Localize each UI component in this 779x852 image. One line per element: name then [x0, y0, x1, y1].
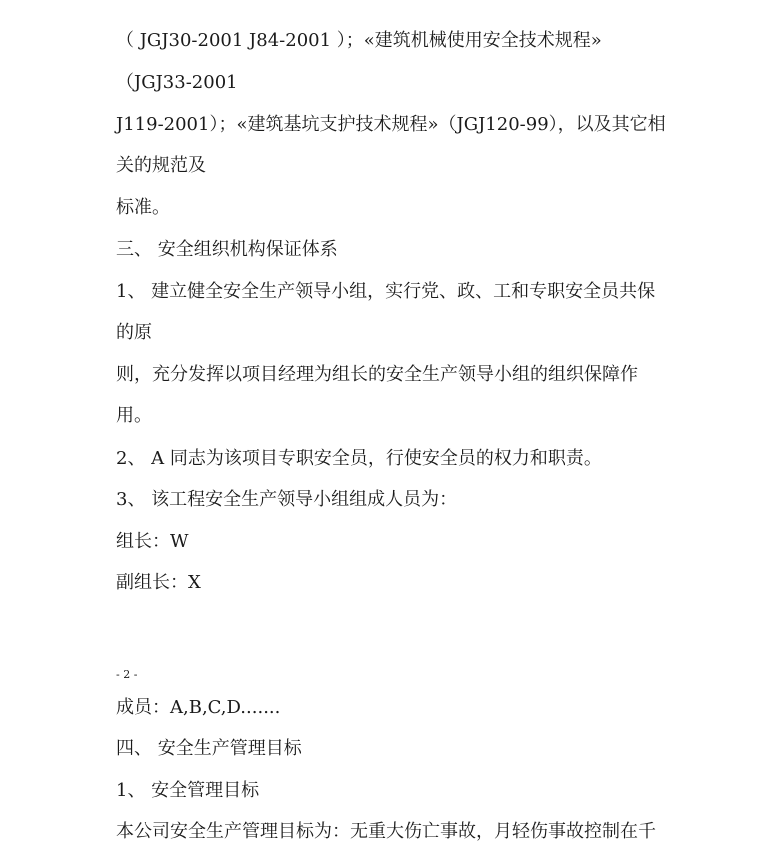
text-line: 用。	[116, 405, 152, 426]
text-line: 则，充分发挥以项目经理为组长的安全生产领导小组的组织保障作	[116, 364, 638, 385]
text-line: 组长：W	[116, 531, 189, 552]
text-line: （JGJ33-2001	[116, 72, 238, 93]
text-line: 1、 建立健全安全生产领导小组，实行党、政、工和专职安全员共保	[116, 281, 656, 302]
text-line: （ JGJ30-2001 J84-2001 ）；«建筑机械使用安全技术规程»	[116, 30, 602, 51]
text-line: 的原	[116, 322, 152, 343]
page-number: - 2 -	[116, 668, 138, 681]
section-heading: 四、 安全生产管理目标	[116, 738, 302, 759]
text-line: J119-2001）；«建筑基坑支护技术规程»（JGJ120-99），以及其它相	[116, 114, 666, 135]
text-line: 副组长：X	[116, 572, 201, 593]
text-line: 本公司安全生产管理目标为：无重大伤亡事故，月轻伤事故控制在千	[116, 821, 656, 842]
text-line: 2、 A 同志为该项目专职安全员，行使安全员的权力和职责。	[116, 448, 602, 469]
text-line: 1、 安全管理目标	[116, 780, 260, 801]
text-line: 3、 该工程安全生产领导小组组成人员为：	[116, 489, 458, 510]
text-line: 成员：A,B,C,D.......	[116, 697, 281, 718]
text-line: 标准。	[116, 197, 170, 218]
section-heading: 三、 安全组织机构保证体系	[116, 239, 338, 260]
text-line: 关的规范及	[116, 155, 206, 176]
